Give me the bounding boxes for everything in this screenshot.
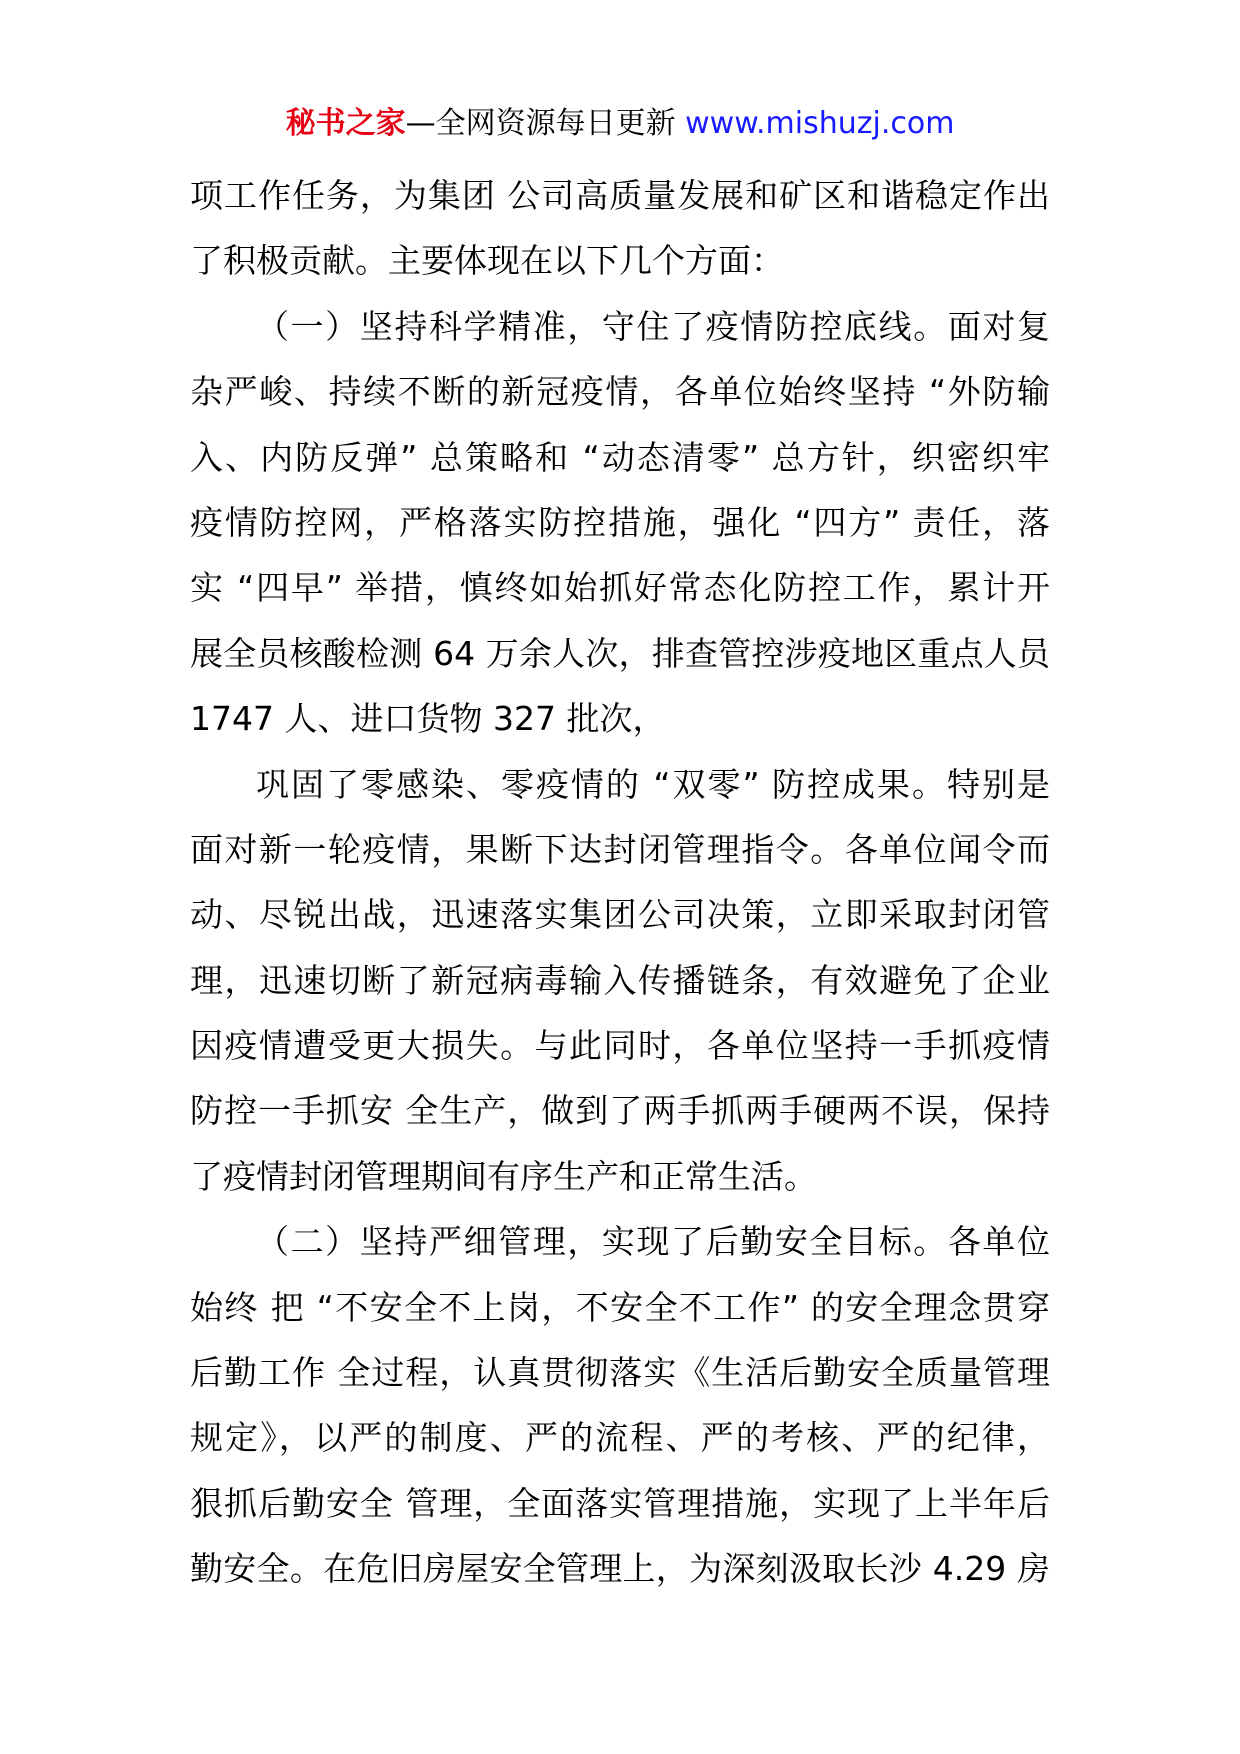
text-line: 面对新一轮疫情，果断下达封闭管理指令。各单位闻令而 (190, 829, 1050, 869)
body-text (190, 163, 1050, 1602)
text-line: 因疫情遭受更大损失。与此同时，各单位坚持一手抓疫情 (190, 1026, 1050, 1066)
text-line: 1747 人、进口货物 327 批次， (190, 699, 666, 739)
text-line: 巩固了零感染、零疫情的 “双零” 防控成果。特别是 (256, 764, 1050, 804)
website-link[interactable]: www.mishuzj.com (685, 106, 955, 141)
text-line: 实 “四早” 举措，慎终如始抓好常态化防控工作，累计开 (190, 568, 1050, 608)
text-line: 杂严峻、持续不断的新冠疫情，各单位始终坚持 “外防输 (190, 372, 1050, 412)
text-line: 展全员核酸检测 64 万余人次，排查管控涉疫地区重点人员 (190, 633, 1050, 673)
text-line: 规定》，以严的制度、严的流程、严的考核、严的纪律， (190, 1418, 1050, 1458)
text-line: 了疫情封闭管理期间有序生产和正常生活。 (190, 1156, 817, 1196)
text-line: 项工作任务，为集团 公司高质量发展和矿区和谐稳定作出 (190, 176, 1050, 215)
text-line: 始终 把 “不安全不上岗，不安全不工作” 的安全理念贯穿 (190, 1287, 1050, 1327)
text-line: 勤安全。在危旧房屋安全管理上，为深刻汲取长沙 4.29 房 (190, 1549, 1050, 1589)
text-line: 防控一手抓安 全生产，做到了两手抓两手硬两不误，保持 (190, 1091, 1050, 1131)
text-line: 入、内防反弹” 总策略和 “动态清零” 总方针，织密织牢 (190, 437, 1050, 477)
text-line: 狠抓后勤安全 管理，全面落实管理措施，实现了上半年后 (190, 1483, 1050, 1523)
text-line: 后勤工作 全过程，认真贯彻落实《生活后勤安全质量管理 (190, 1353, 1050, 1393)
text-line: （二）坚持严细管理，实现了后勤安全目标。各单位 (256, 1222, 1050, 1262)
header-tagline: —全网资源每日更新 (405, 106, 686, 141)
text-line: 了积极贡献。主要体现在以下几个方面： (190, 241, 784, 281)
text-line: 动、尽锐出战，迅速落实集团公司决策，立即采取封闭管 (190, 895, 1050, 935)
brand-name: 秘书之家 (285, 106, 406, 141)
page-header (0, 104, 1240, 144)
text-line: （一）坚持科学精准，守住了疫情防控底线。面对复 (256, 306, 1050, 346)
text-line: 理，迅速切断了新冠病毒输入传播链条，有效避免了企业 (190, 960, 1050, 1000)
text-line: 疫情防控网，严格落实防控措施，强化 “四方” 责任，落 (190, 502, 1050, 542)
